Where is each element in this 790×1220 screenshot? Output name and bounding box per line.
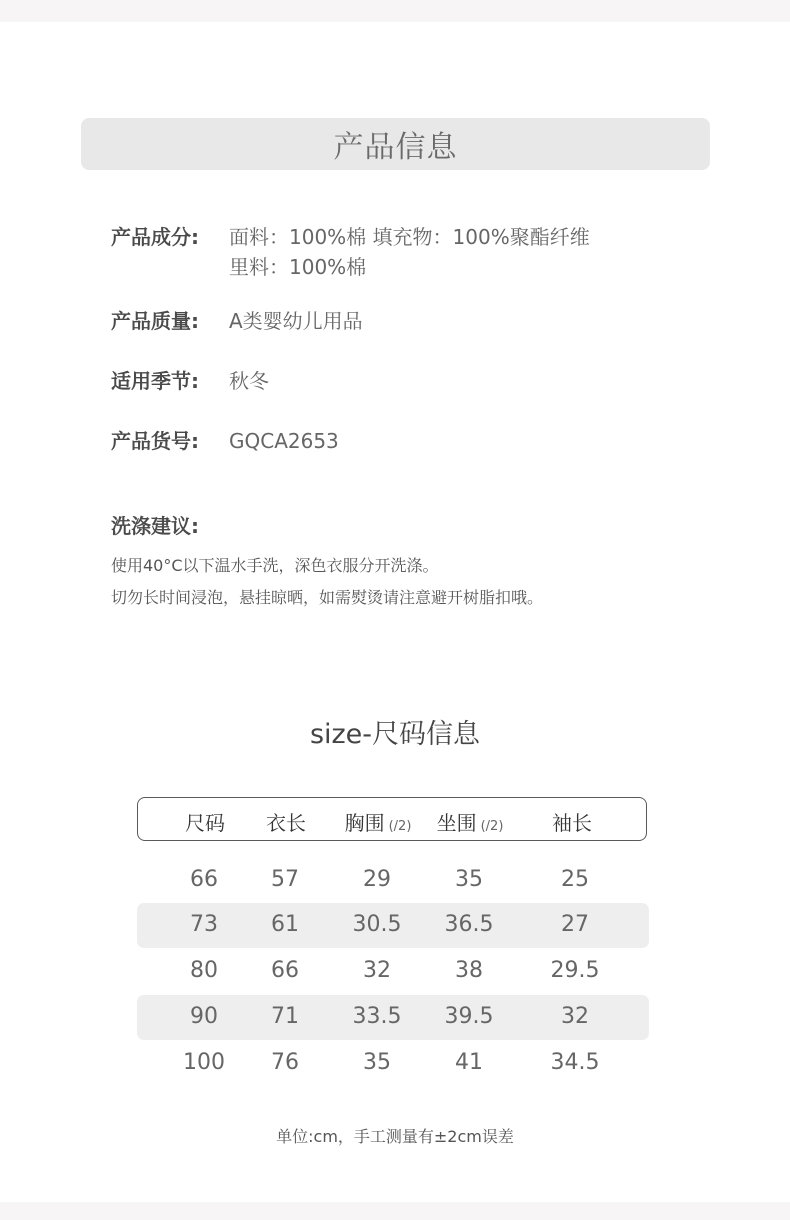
table-cell: 90 <box>190 1004 218 1029</box>
table-cell: 38 <box>455 958 483 983</box>
table-cell: 36.5 <box>444 912 494 937</box>
table-cell: 25 <box>561 867 589 892</box>
table-cell: 32 <box>561 1004 589 1029</box>
section-title: 产品信息 <box>333 130 458 165</box>
info-label: 产品货号: <box>111 429 199 453</box>
table-row <box>137 1041 649 1086</box>
table-cell: 61 <box>271 912 299 937</box>
size-title: size-尺码信息 <box>309 719 481 750</box>
table-cell: 41 <box>455 1050 483 1075</box>
info-value: 秋冬 <box>229 369 269 393</box>
header-cell-hip: 坐围 (/2) <box>436 811 504 835</box>
table-cell: 71 <box>271 1004 299 1029</box>
table-cell: 73 <box>190 912 218 937</box>
washing-title: 洗涤建议: <box>111 514 199 538</box>
table-cell: 66 <box>271 958 299 983</box>
table-cell: 39.5 <box>444 1004 494 1029</box>
table-cell: 30.5 <box>352 912 402 937</box>
header-cell-size: 尺码 <box>185 811 225 835</box>
table-cell: 34.5 <box>550 1050 600 1075</box>
washing-line: 使用40°C以下温水手洗，深色衣服分开洗涤。 <box>111 556 439 575</box>
header-cell-sleeve: 袖长 <box>552 811 592 835</box>
info-value: 面料：100%棉 填充物：100%聚酯纤维 <box>229 225 590 249</box>
table-cell: 80 <box>190 958 218 983</box>
table-cell: 27 <box>561 912 589 937</box>
header-cell-chest: 胸围 (/2) <box>344 811 412 835</box>
info-row-quality <box>111 306 363 336</box>
bottom-strip <box>0 1202 790 1220</box>
table-cell: 29 <box>363 867 391 892</box>
table-cell: 66 <box>190 867 218 892</box>
info-row-season <box>111 366 269 396</box>
header-sub: (/2) <box>388 819 412 834</box>
table-row <box>137 949 649 994</box>
info-label: 产品质量: <box>111 309 199 333</box>
table-row <box>137 995 649 1040</box>
washing-line: 切勿长时间浸泡，悬挂晾晒，如需熨烫请注意避开树脂扣哦。 <box>111 588 544 607</box>
info-value: GQCA2653 <box>229 429 339 453</box>
info-row-sku <box>111 426 339 456</box>
measurement-note: 单位:cm，手工测量有±2cm误差 <box>276 1127 514 1146</box>
section-title-bar <box>81 118 710 170</box>
info-label: 产品成分: <box>111 225 199 249</box>
size-table-header <box>137 797 647 841</box>
table-cell: 100 <box>183 1050 225 1075</box>
table-cell: 32 <box>363 958 391 983</box>
table-row <box>137 858 649 903</box>
header-cell-length: 衣长 <box>266 811 306 835</box>
table-cell: 76 <box>271 1050 299 1075</box>
header-sub: (/2) <box>480 819 504 834</box>
table-cell: 35 <box>455 867 483 892</box>
top-strip <box>0 0 790 22</box>
table-cell: 33.5 <box>352 1004 402 1029</box>
table-row <box>137 903 649 948</box>
table-cell: 29.5 <box>550 958 600 983</box>
table-cell: 35 <box>363 1050 391 1075</box>
table-cell: 57 <box>271 867 299 892</box>
info-row-composition <box>111 222 590 282</box>
info-value: A类婴幼儿用品 <box>229 309 363 333</box>
info-value: 里料：100%棉 <box>229 255 367 279</box>
info-label: 适用季节: <box>111 369 199 393</box>
